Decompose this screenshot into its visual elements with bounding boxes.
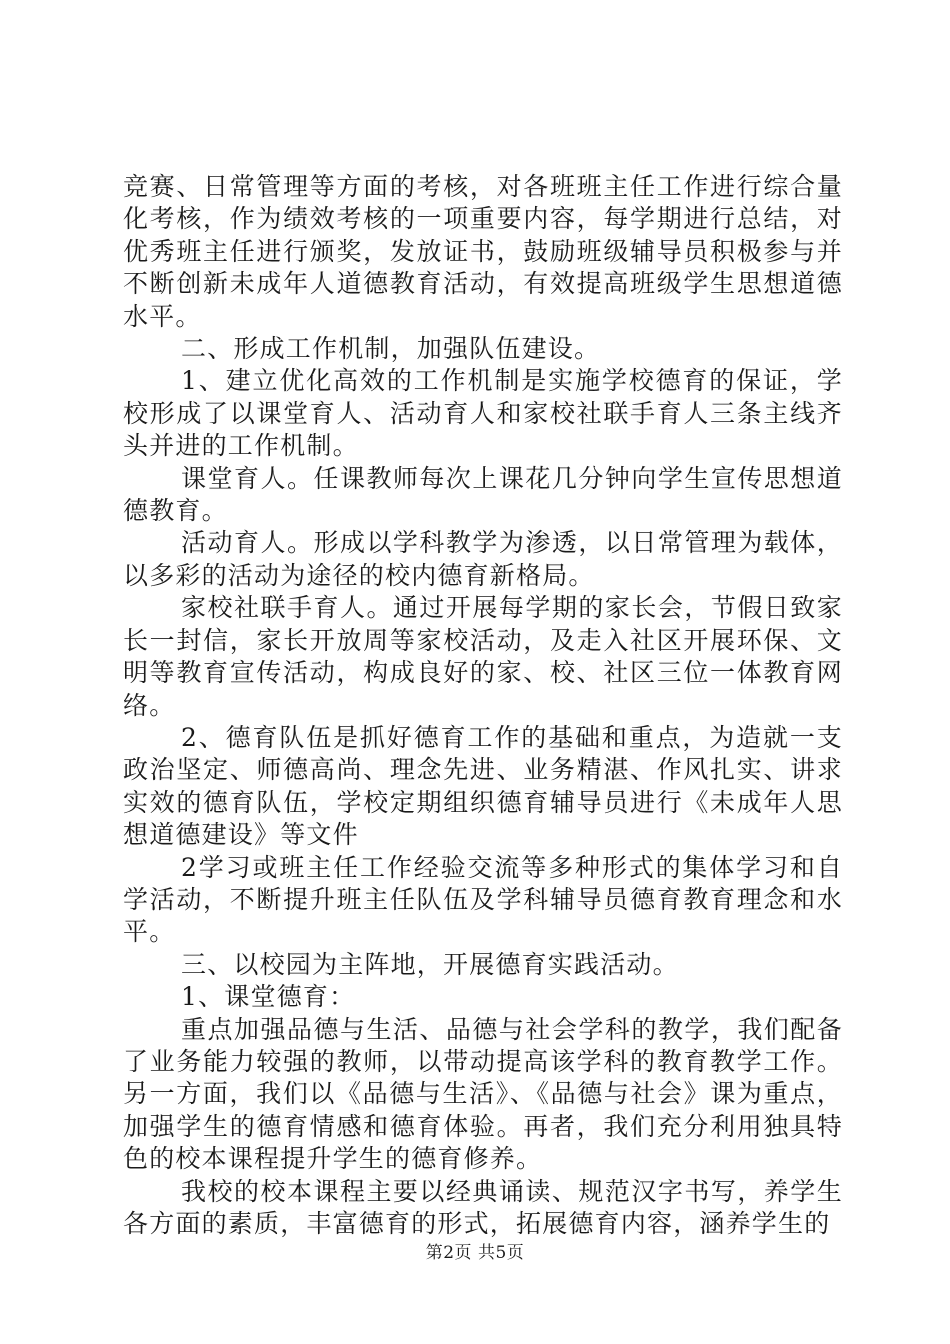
- page-number-footer: 第2页 共5页: [425, 1243, 525, 1263]
- paragraph-home-school: 家校社联手育人。通过开展每学期的家长会，节假日致家长一封信，家长开放周等家校活动，及走入社区开展环保、文明等教育宣传活动，构成良好的家、校、社区三位一体教育网络。: [123, 593, 843, 720]
- paragraph-school-curriculum: 我校的校本课程主要以经典诵读、规范汉字书写，养学生各方面的素质，丰富德育的形式，拓展德育内容，涵养学生的: [123, 1176, 843, 1238]
- paragraph-study: 2学习或班主任工作经验交流等多种形式的集体学习和自学活动，不断提升班主任队伍及学科辅导员德育教育理念和水平。: [123, 852, 843, 947]
- paragraph-continuation: 竞赛、日常管理等方面的考核，对各班班主任工作进行综合量化考核，作为绩效考核的一项重要内容，每学期进行总结，对优秀班主任进行颁奖，发放证书，鼓励班级辅导员积极参与并不断创新未成年人道德教育活动，有效提高班级学生思想道德水平。: [123, 172, 843, 331]
- paragraph-activity: 活动育人。形成以学科教学为渗透，以日常管理为载体，以多彩的活动为途径的校内德育新格局。: [123, 528, 843, 590]
- section-heading-3: 三、以校园为主阵地，开展德育实践活动。: [181, 949, 679, 979]
- paragraph-classroom: 课堂育人。任课教师每次上课花几分钟向学生宣传思想道德教育。: [123, 463, 843, 526]
- document-body: [123, 171, 843, 1240]
- section-heading-2: 二、形成工作机制，加强队伍建设。: [181, 334, 601, 364]
- paragraph-team: 2、德育队伍是抓好德育工作的基础和重点，为造就一支政治坚定、师德高尚、理念先进、业务精湛、作风扎实、讲求实效的德育队伍，学校定期组织德育辅导员进行《未成年人思想道德建设》等文件: [123, 722, 843, 850]
- paragraph-mechanism: 1、建立优化高效的工作机制是实施学校德育的保证，学校形成了以课堂育人、活动育人和家校社联手育人三条主线齐头并进的工作机制。: [123, 366, 843, 461]
- paragraph-moral-subject: 重点加强品德与生活、品德与社会学科的教学，我们配备了业务能力较强的教师，以带动提高该学科的教育教学工作。另一方面，我们以《品德与生活》、《品德与社会》课为重点，加强学生的德育情感和德育体验。再者，我们充分利用独具特色的校本课程提升学生的德育修养。: [123, 1014, 843, 1174]
- subheading-classroom-moral: 1、课堂德育：: [181, 982, 356, 1012]
